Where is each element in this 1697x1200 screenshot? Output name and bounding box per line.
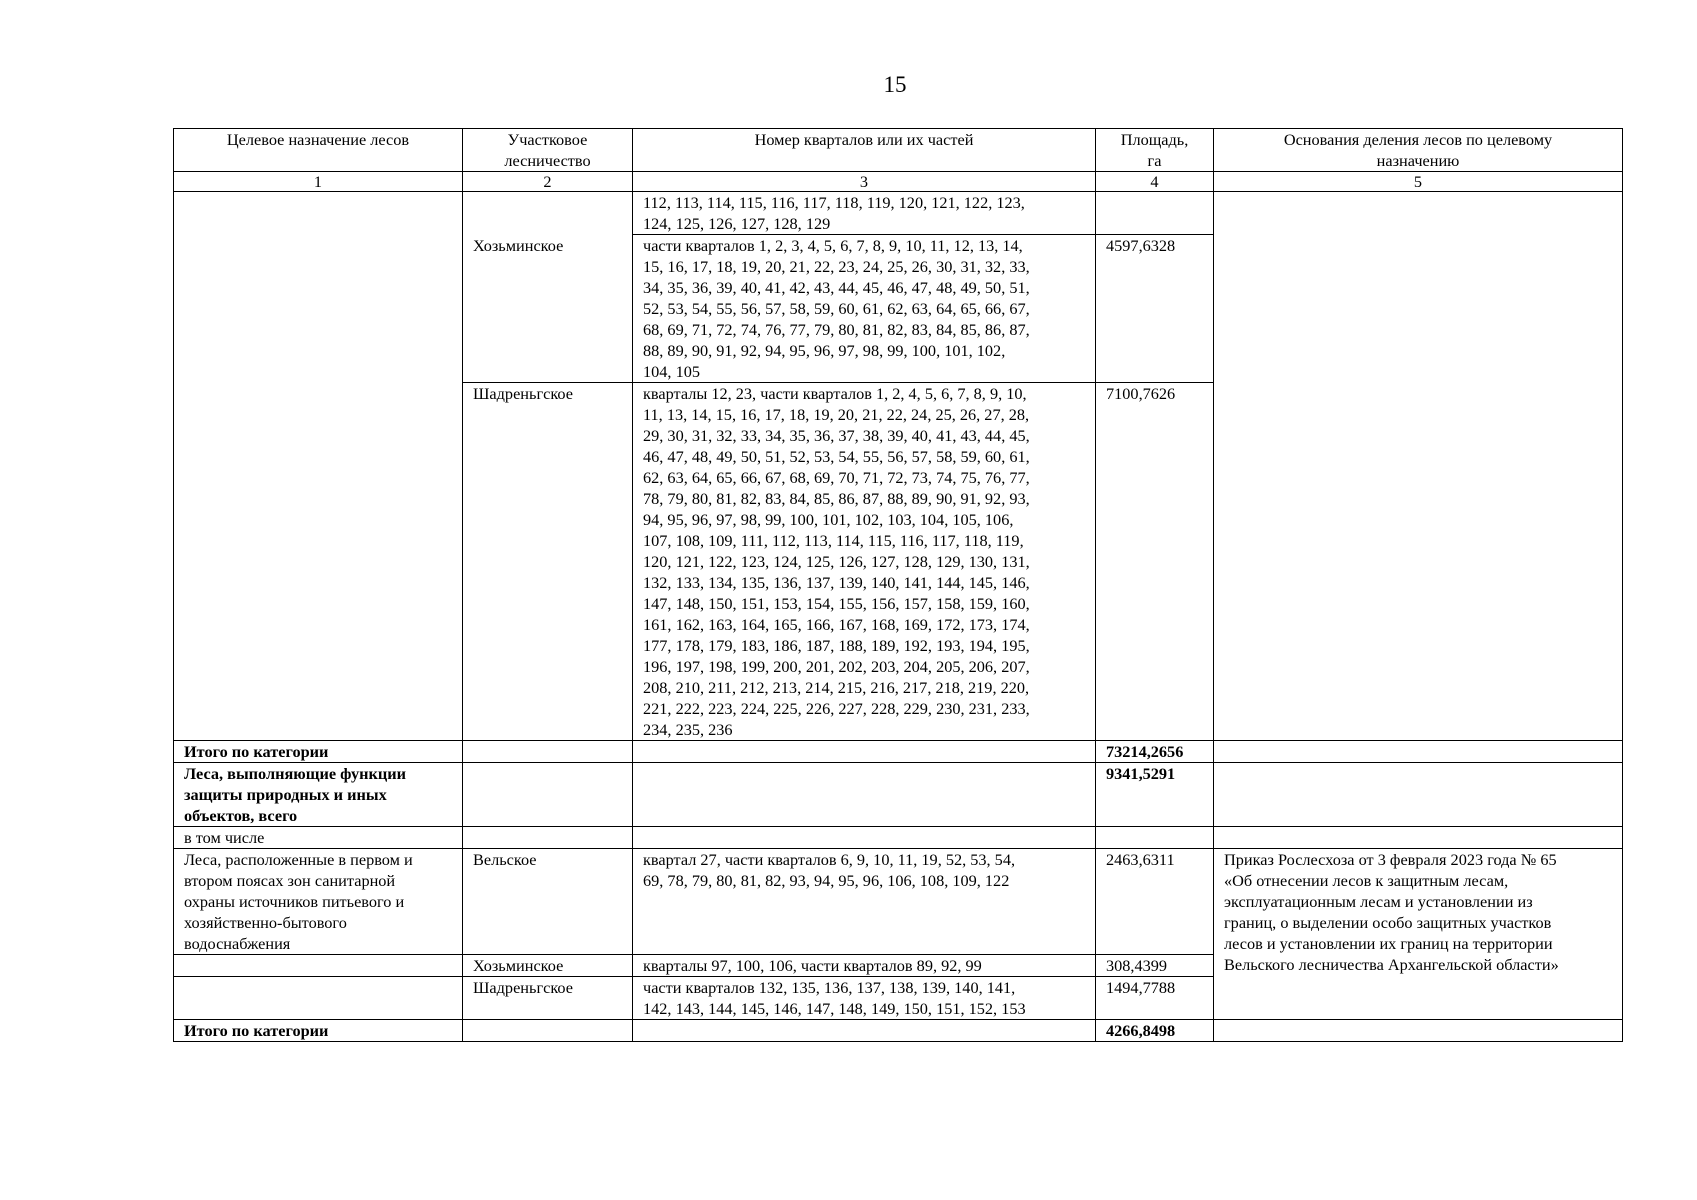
purpose-cell-empty [174,977,463,1020]
text-line: лесничество [504,151,591,170]
forest-purpose-table [173,128,1623,1042]
basis-cell-empty [1214,192,1623,741]
empty-cell [463,1020,633,1042]
total-area: 73214,2656 [1096,741,1214,763]
text-line: 234, 235, 236 [643,720,733,739]
text-line: 62, 63, 64, 65, 66, 67, 68, 69, 70, 71, 72, 73, 74, 75, 76, 77, [643,468,1030,487]
text-line: 29, 30, 31, 32, 33, 34, 35, 36, 37, 38, 39, 40, 41, 43, 44, 45, [643,426,1030,445]
column-number: 4 [1096,172,1214,192]
text-line: Участковое [507,130,588,149]
text-line: кварталы 97, 100, 106, части кварталов 89, 92, 99 [643,956,982,975]
column-number-row [174,172,1623,192]
text-line: 11, 13, 14, 15, 16, 17, 18, 19, 20, 21, 22, 24, 25, 26, 27, 28, [643,405,1030,424]
text-line: 94, 95, 96, 97, 98, 99, 100, 101, 102, 103, 104, 105, 106, [643,510,1014,529]
category-area: 9341,5291 [1096,763,1214,827]
text-line: 112, 113, 114, 115, 116, 117, 118, 119, 120, 121, 122, 123, [643,193,1025,212]
empty-cell [463,763,633,827]
quarters-cell [633,383,1096,741]
area-cell: 7100,7626 [1096,383,1214,741]
header-quarters [633,129,1096,172]
area-cell: 308,4399 [1096,955,1214,977]
empty-cell [633,827,1096,849]
text-line: Площадь, [1120,130,1189,149]
total-label: Итого по категории [174,741,463,763]
text-line: 52, 53, 54, 55, 56, 57, 58, 59, 60, 61, 62, 63, 64, 65, 66, 67, [643,299,1030,318]
text-line: объектов, всего [184,806,298,825]
column-number: 3 [633,172,1096,192]
total-label: Итого по категории [174,1020,463,1042]
text-line: хозяйственно-бытового [184,913,347,932]
table-row [174,827,1623,849]
column-number: 5 [1214,172,1623,192]
total-area: 4266,8498 [1096,1020,1214,1042]
text-line: 161, 162, 163, 164, 165, 166, 167, 168, 169, 172, 173, 174, [643,615,1030,634]
empty-cell [633,1020,1096,1042]
text-line: Целевое назначение лесов [226,130,410,149]
purpose-cell-empty [174,192,463,741]
forestry-cell-empty [463,192,633,235]
empty-cell [633,763,1096,827]
text-line: 104, 105 [643,362,700,381]
text-line: лесов и установлении их границ на территории [1224,934,1553,953]
quarters-cell [633,235,1096,383]
text-line: Леса, расположенные в первом и [184,850,413,869]
text-line: Номер кварталов или их частей [754,130,974,149]
text-line: 147, 148, 150, 151, 153, 154, 155, 156, 157, 158, 159, 160, [643,594,1030,613]
area-cell: 1494,7788 [1096,977,1214,1020]
basis-cell [1214,849,1623,1020]
empty-cell [633,741,1096,763]
text-line: кварталы 12, 23, части кварталов 1, 2, 4, 5, 6, 7, 8, 9, 10, [643,384,1027,403]
text-line: Основания деления лесов по целевому [1283,130,1553,149]
table-row [174,849,1623,955]
text-line: охраны источников питьевого и [184,892,405,911]
text-line: Приказ Рослесхоза от 3 февраля 2023 года № 65 [1224,850,1557,869]
table-row [174,192,1623,235]
empty-cell [1214,827,1623,849]
quarters-cell [633,955,1096,977]
quarters-cell [633,977,1096,1020]
text-line: 124, 125, 126, 127, 128, 129 [643,214,831,233]
header-purpose [174,129,463,172]
area-cell: 4597,6328 [1096,235,1214,383]
quarters-cell [633,192,1096,235]
text-line: квартал 27, части кварталов 6, 9, 10, 11, 19, 52, 53, 54, [643,850,1016,869]
purpose-cell [174,849,463,955]
forestry-cell: Хозьминское [463,955,633,977]
area-cell-empty [1096,192,1214,235]
text-line: части кварталов 1, 2, 3, 4, 5, 6, 7, 8, 9, 10, 11, 12, 13, 14, [643,236,1023,255]
text-line: 15, 16, 17, 18, 19, 20, 21, 22, 23, 24, 25, 26, 30, 31, 32, 33, [643,257,1030,276]
text-line: части кварталов 132, 135, 136, 137, 138, 139, 140, 141, [643,978,1016,997]
text-line: 120, 121, 122, 123, 124, 125, 126, 127, 128, 129, 130, 131, [643,552,1030,571]
column-number: 2 [463,172,633,192]
empty-cell [1214,741,1623,763]
text-line: 132, 133, 134, 135, 136, 137, 139, 140, 141, 144, 145, 146, [643,573,1030,592]
text-line: 208, 210, 211, 212, 213, 214, 215, 216, 217, 218, 219, 220, [643,678,1030,697]
forestry-cell: Хозьминское [463,235,633,383]
text-line: втором поясах зон санитарной [184,871,396,890]
category-label [174,763,463,827]
text-line: 34, 35, 36, 39, 40, 41, 42, 43, 44, 45, 46, 47, 48, 49, 50, 51, [643,278,1030,297]
text-line: водоснабжения [184,934,291,953]
area-cell: 2463,6311 [1096,849,1214,955]
text-line: 177, 178, 179, 183, 186, 187, 188, 189, 192, 193, 194, 195, [643,636,1030,655]
text-line: 69, 78, 79, 80, 81, 82, 93, 94, 95, 96, 106, 108, 109, 122 [643,871,1010,890]
forestry-cell: Шадреньгское [463,977,633,1020]
text-line: 46, 47, 48, 49, 50, 51, 52, 53, 54, 55, 56, 57, 58, 59, 60, 61, [643,447,1030,466]
text-line: 68, 69, 71, 72, 74, 76, 77, 79, 80, 81, 82, 83, 84, 85, 86, 87, [643,320,1030,339]
empty-cell [1214,763,1623,827]
quarters-cell [633,849,1096,955]
text-line: Леса, выполняющие функции [184,764,407,783]
text-line: 196, 197, 198, 199, 200, 201, 202, 203, 204, 205, 206, 207, [643,657,1030,676]
text-line: 221, 222, 223, 224, 225, 226, 227, 228, 229, 230, 231, 233, [643,699,1030,718]
total-row [174,1020,1623,1042]
header-area [1096,129,1214,172]
text-line: 142, 143, 144, 145, 146, 147, 148, 149, 150, 151, 152, 153 [643,999,1026,1018]
text-line: 107, 108, 109, 111, 112, 113, 114, 115, 116, 117, 118, 119, [643,531,1024,550]
text-line: га [1147,151,1162,170]
empty-cell [1096,827,1214,849]
forestry-cell: Вельское [463,849,633,955]
text-line: 88, 89, 90, 91, 92, 94, 95, 96, 97, 98, 99, 100, 101, 102, [643,341,1006,360]
total-row [174,741,1623,763]
text-line: «Об отнесении лесов к защитным лесам, [1224,871,1509,890]
text-line: эксплуатационным лесам и установлении из [1224,892,1533,911]
category-row [174,763,1623,827]
purpose-cell-empty [174,955,463,977]
text-line: назначению [1376,151,1460,170]
text-line: Вельского лесничества Архангельской области» [1224,955,1559,974]
empty-cell [463,827,633,849]
header-basis [1214,129,1623,172]
empty-cell [1214,1020,1623,1042]
text-line: границ, о выделении особо защитных участков [1224,913,1552,932]
forestry-cell: Шадреньгское [463,383,633,741]
column-number: 1 [174,172,463,192]
text-line: 78, 79, 80, 81, 82, 83, 84, 85, 86, 87, 88, 89, 90, 91, 92, 93, [643,489,1030,508]
page-number: 15 [883,72,907,97]
text-line: защиты природных и иных [184,785,387,804]
header-forestry [463,129,633,172]
table-header-row [174,129,1623,172]
including-label: в том числе [174,827,463,849]
empty-cell [463,741,633,763]
